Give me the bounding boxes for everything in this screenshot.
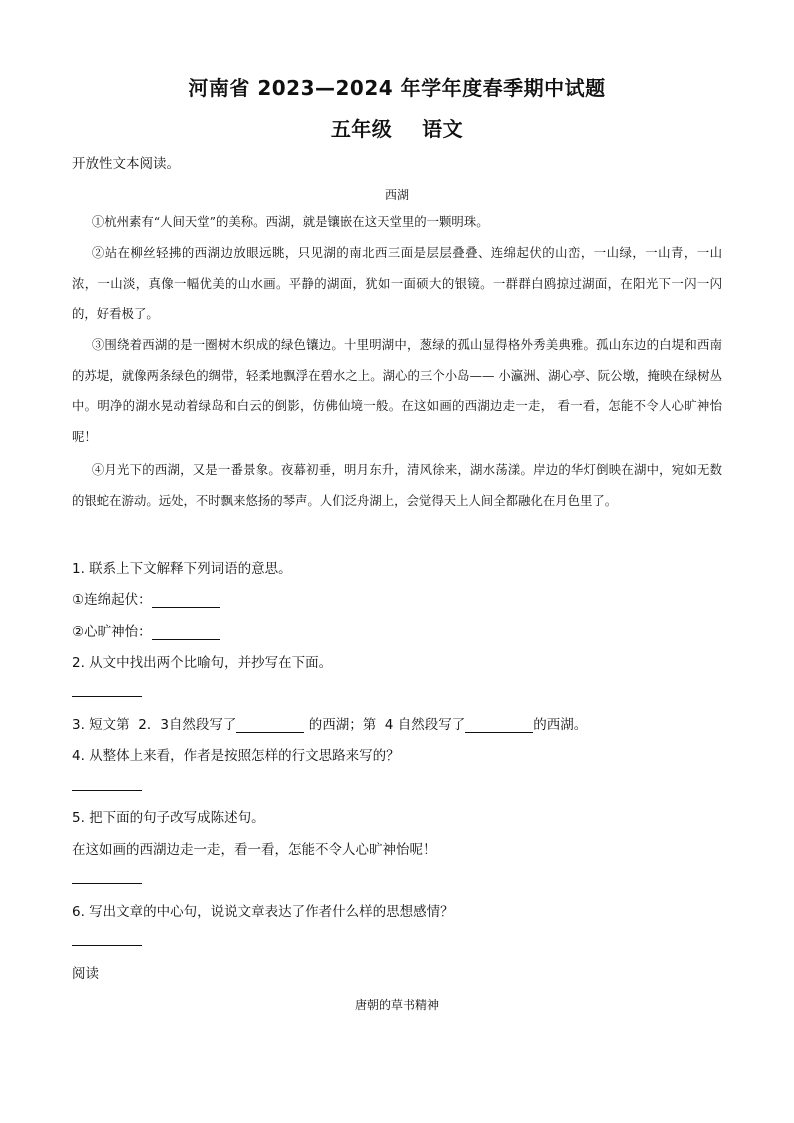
question-3-part3: 的西湖。 <box>533 717 588 733</box>
question-5: 5. 把下面的句子改写成陈述句。 <box>72 810 265 826</box>
answer-blank[interactable] <box>152 593 220 608</box>
question-1: 1. 联系上下文解释下列词语的意思。 <box>72 561 292 577</box>
exam-title: 河南省 2023—2024 年学年度春季期中试题 <box>188 76 606 100</box>
question-1a-label: ①连绵起伏： <box>72 592 152 608</box>
paragraph-4: ④月光下的西湖，又是一番景象。夜幕初垂，明月东升，清风徐来，湖水荡漾。岸边的华灯倒映在湖中，宛如无数的银蛇在游动。远处，不时飘来悠扬的琴声。人们泛舟湖上，会觉得天上人间全都融化在月色里了。 <box>72 462 722 508</box>
question-2: 2. 从文中找出两个比喻句，并抄写在下面。 <box>72 655 333 671</box>
question-1b <box>72 620 220 640</box>
question-4: 4. 从整体上来看，作者是按照怎样的行文思路来写的？ <box>72 748 400 764</box>
passage-2-title: 唐朝的草书精神 <box>354 998 439 1012</box>
answer-blank[interactable] <box>236 718 304 733</box>
question-1a <box>72 588 220 608</box>
answer-line[interactable] <box>72 696 142 697</box>
exam-subtitle: 五年级 语文 <box>330 117 464 141</box>
question-1b-label: ②心旷神怡： <box>72 624 152 640</box>
section2-instruction: 阅读 <box>72 966 99 982</box>
answer-blank[interactable] <box>152 625 220 640</box>
answer-line[interactable] <box>72 945 142 946</box>
question-5-sentence: 在这如画的西湖边走一走，看一看，怎能不令人心旷神怡呢！ <box>72 842 437 858</box>
paragraph-3: ③围绕着西湖的是一圈树木织成的绿色镶边。十里明湖中，葱绿的孤山显得格外秀美典雅。孤山东边的白堤和西南的苏堤，就像两条绿色的绸带，轻柔地飘浮在碧水之上。湖心的三个小岛—— 小瀛洲、湖心亭、阮公墩，掩映在绿树丛中。明净的湖水晃动着绿岛和白云的倒影，仿佛仙境一般。在这如画的西湖边走一走， 看一看，怎能不令人心旷神怡呢！ <box>72 337 722 444</box>
question-3-part2: 的西湖；第 4 自然段写了 <box>304 717 466 733</box>
passage-title: 西湖 <box>384 188 409 202</box>
answer-line[interactable] <box>72 883 142 884</box>
answer-blank[interactable] <box>465 718 533 733</box>
answer-line[interactable] <box>72 790 142 791</box>
question-6: 6. 写出文章的中心句，说说文章表达了作者什么样的思想感情？ <box>72 904 454 920</box>
section1-instruction: 开放性文本阅读。 <box>72 156 180 172</box>
paragraph-2: ②站在柳丝轻拂的西湖边放眼远眺，只见湖的南北西三面是层层叠叠、连绵起伏的山峦，一山绿，一山青，一山浓，一山淡，真像一幅优美的山水画。平静的湖面，犹如一面硕大的银镜。一群群白鸥掠过湖面，在阳光下一闪一闪的，好看极了。 <box>72 245 722 321</box>
question-3 <box>72 713 587 733</box>
paragraph-1: ①杭州素有“人间天堂”的美称。西湖，就是镶嵌在这天堂里的一颗明珠。 <box>91 214 489 229</box>
question-3-part1: 3. 短文第 2．3自然段写了 <box>72 717 237 733</box>
